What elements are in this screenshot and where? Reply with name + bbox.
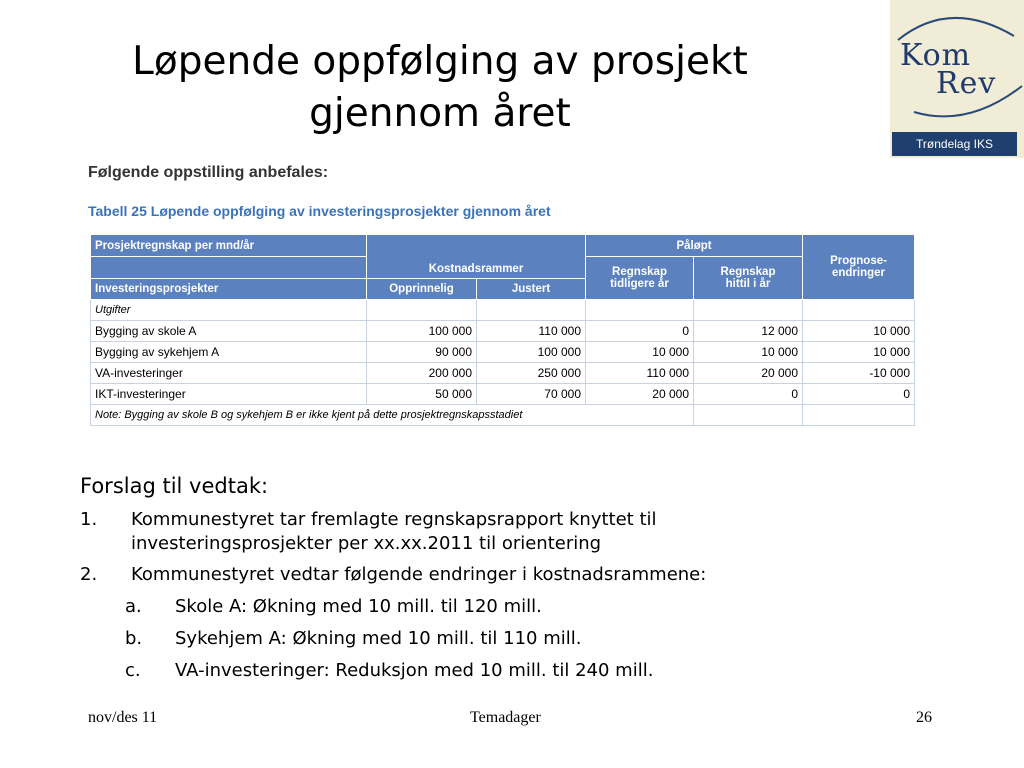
header-kostnadsrammer: Kostnadsrammer <box>367 235 586 279</box>
header-prognose <box>803 235 915 300</box>
list-item-line1: Kommunestyret tar fremlagte regnskapsrapport knyttet til <box>131 509 657 530</box>
header-investeringsprosjekter: Investeringsprosjekter <box>91 279 367 300</box>
cell-justert: 250 000 <box>477 363 586 384</box>
section-label: Utgifter <box>91 300 367 321</box>
header-justert: Justert <box>477 279 586 300</box>
header-prognose-line2: endringer <box>831 267 886 279</box>
row-name: IKT-investeringer <box>91 384 367 405</box>
cell-hittil: 12 000 <box>694 321 803 342</box>
header-regnskap-hittil-line2: hittil i år <box>725 278 771 290</box>
figure-caption: Tabell 25 Løpende oppfølging av investeringsprosjekter gjennom året <box>88 203 551 219</box>
header-prognose-line1: Prognose- <box>830 255 887 267</box>
list-item-line1: Kommunestyret vedtar følgende endringer i kostnadsrammene: <box>131 564 707 585</box>
cell-opprinnelig: 50 000 <box>367 384 477 405</box>
sub-list-item <box>80 595 960 619</box>
table-row <box>91 342 915 363</box>
list-item-line2: investeringsprosjekter per xx.xx.2011 til orientering <box>131 533 602 554</box>
sub-list-marker: b. <box>125 628 143 649</box>
empty-cell <box>586 300 694 321</box>
table-row-section <box>91 300 915 321</box>
table-note: Note: Bygging av skole B og sykehjem B er ikke kjent på dette prosjektregnskapsstadiet <box>91 405 694 426</box>
footer-date: nov/des 11 <box>88 709 158 726</box>
sub-list-item-text: Skole A: Økning med 10 mill. til 120 mill. <box>175 596 542 617</box>
table-row <box>91 363 915 384</box>
cell-prognose: 10 000 <box>803 321 915 342</box>
row-name: Bygging av skole A <box>91 321 367 342</box>
table-row <box>91 384 915 405</box>
cell-hittil: 0 <box>694 384 803 405</box>
forslag-heading: Forslag til vedtak: <box>80 474 269 498</box>
cell-prognose: 0 <box>803 384 915 405</box>
row-name: VA-investeringer <box>91 363 367 384</box>
logo-text-kom: Kom <box>900 38 972 73</box>
slide-title-line1: Løpende oppfølging av prosjekt <box>132 39 748 84</box>
logo-text-rev: Rev <box>936 66 997 101</box>
cell-opprinnelig: 200 000 <box>367 363 477 384</box>
cell-tidligere: 110 000 <box>586 363 694 384</box>
cell-justert: 100 000 <box>477 342 586 363</box>
cell-prognose: -10 000 <box>803 363 915 384</box>
sub-list-item-text: VA-investeringer: Reduksjon med 10 mill. til 240 mill. <box>175 660 654 681</box>
list-item <box>80 508 960 556</box>
empty-cell <box>803 300 915 321</box>
header-opprinnelig: Opprinnelig <box>367 279 477 300</box>
figure-heading: Følgende oppstilling anbefales: <box>88 164 329 181</box>
investment-table <box>90 234 915 426</box>
table-row-note <box>91 405 915 426</box>
header-regnskap-tidligere-line1: Regnskap <box>612 266 667 278</box>
cell-tidligere: 0 <box>586 321 694 342</box>
table-figure <box>86 160 918 432</box>
slide-title-line2: gjennom året <box>309 91 571 136</box>
empty-cell <box>367 300 477 321</box>
sub-list-item <box>80 659 960 683</box>
cell-tidligere: 20 000 <box>586 384 694 405</box>
header-regnskap-hittil-line1: Regnskap <box>720 266 776 278</box>
cell-prognose: 10 000 <box>803 342 915 363</box>
komrev-logo <box>890 0 1024 158</box>
list-marker: 2. <box>80 564 98 585</box>
sub-list-item-text: Sykehjem A: Økning med 10 mill. til 110 mill. <box>175 628 582 649</box>
cell-opprinnelig: 100 000 <box>367 321 477 342</box>
header-palopt: Påløpt <box>586 235 803 257</box>
row-name: Bygging av sykehjem A <box>91 342 367 363</box>
footer-center: Temadager <box>470 709 541 726</box>
empty-cell <box>694 405 803 426</box>
cell-justert: 110 000 <box>477 321 586 342</box>
sub-list-marker: a. <box>125 596 142 617</box>
empty-cell <box>803 405 915 426</box>
header-regnskap-hittil <box>694 257 803 300</box>
table-header-row-1 <box>91 235 915 257</box>
cell-justert: 70 000 <box>477 384 586 405</box>
header-blank <box>91 257 367 279</box>
cell-hittil: 20 000 <box>694 363 803 384</box>
cell-hittil: 10 000 <box>694 342 803 363</box>
logo-band: Trøndelag IKS <box>892 132 1017 156</box>
header-regnskap-tidligere <box>586 257 694 300</box>
empty-cell <box>694 300 803 321</box>
body-text <box>80 472 960 683</box>
header-regnskap-tidligere-line2: tidligere år <box>610 278 669 290</box>
slide-title <box>60 36 820 140</box>
cell-opprinnelig: 90 000 <box>367 342 477 363</box>
list-item <box>80 563 960 587</box>
table-row <box>91 321 915 342</box>
sub-list-marker: c. <box>125 660 141 681</box>
header-prosjektregnskap: Prosjektregnskap per mnd/år <box>91 235 367 257</box>
list-marker: 1. <box>80 509 98 530</box>
sub-list-item <box>80 627 960 651</box>
empty-cell <box>477 300 586 321</box>
cell-tidligere: 10 000 <box>586 342 694 363</box>
footer-page-number: 26 <box>916 709 932 726</box>
